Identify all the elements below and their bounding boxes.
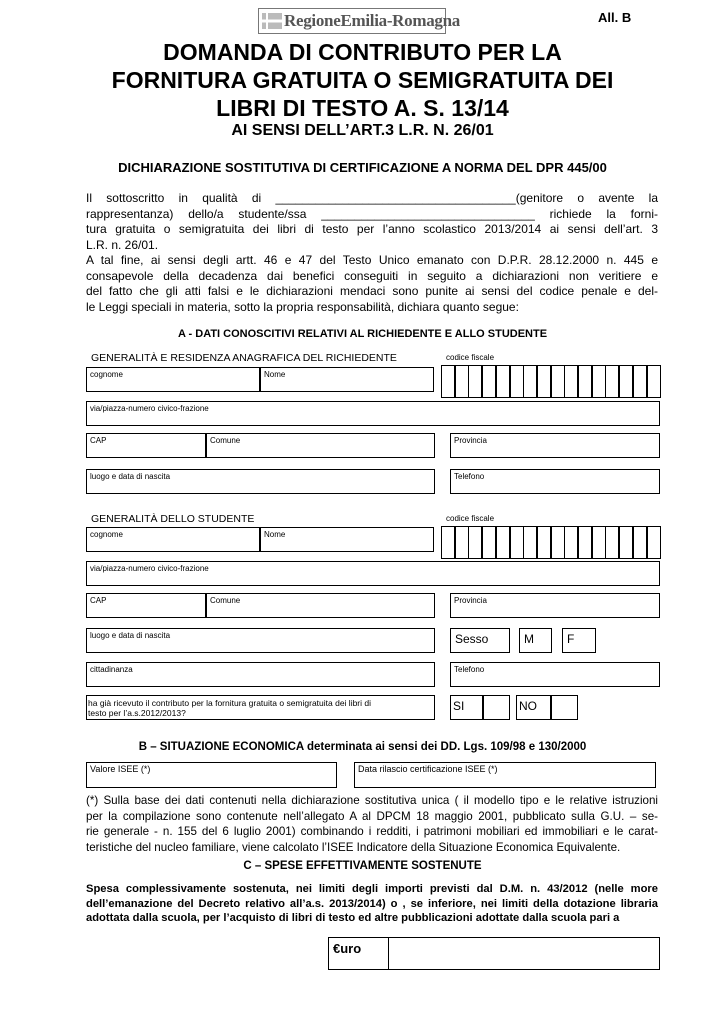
sesso-f-label: F xyxy=(567,632,575,646)
field-label: cittadinanza xyxy=(90,665,133,674)
richiedente-provincia-field[interactable] xyxy=(450,433,660,458)
codice-fiscale-cell[interactable] xyxy=(551,365,565,398)
studente-sesso-box xyxy=(450,628,510,653)
title-line-3: LIBRI DI TESTO A. S. 13/14 xyxy=(216,95,509,121)
intro-line: le Leggi speciali in materia, sotto la propria responsabilità, dichiara quanto segue: xyxy=(86,299,519,314)
declaration-title: DICHIARAZIONE SOSTITUTIVA DI CERTIFICAZIONE A NORMA DEL DPR 445/00 xyxy=(118,160,607,175)
richiedente-codice-fiscale-field[interactable] xyxy=(441,365,661,398)
studente-luogo-nascita-field[interactable] xyxy=(86,628,435,653)
field-label: Telefono xyxy=(454,665,485,674)
codice-fiscale-cell[interactable] xyxy=(633,526,647,559)
codice-fiscale-cell[interactable] xyxy=(537,365,551,398)
field-label: cognome xyxy=(90,370,123,379)
studente-sesso-m-checkbox[interactable] xyxy=(519,628,552,653)
studente-comune-field[interactable] xyxy=(206,593,435,618)
attachment-label: All. B xyxy=(598,10,632,25)
codice-fiscale-cell[interactable] xyxy=(592,526,606,559)
studente-provincia-field[interactable] xyxy=(450,593,660,618)
richiedente-luogo-nascita-field[interactable] xyxy=(86,469,435,494)
codice-fiscale-cell[interactable] xyxy=(455,526,469,559)
codice-fiscale-cell[interactable] xyxy=(496,365,510,398)
codice-fiscale-cell[interactable] xyxy=(564,365,578,398)
codice-fiscale-cell[interactable] xyxy=(510,365,524,398)
intro-line: del fatto che gli atti falsi e le dichiarazioni mendaci sono punite ai sensi del codice penale e del- xyxy=(86,284,658,298)
codice-fiscale-cell[interactable] xyxy=(537,526,551,559)
field-label: luogo e data di nascita xyxy=(90,472,171,481)
isee-note xyxy=(86,793,658,855)
field-label: Provincia xyxy=(454,596,487,605)
codice-fiscale-cell[interactable] xyxy=(455,365,469,398)
codice-fiscale-cell[interactable] xyxy=(496,526,510,559)
intro-line: L.R. n. 26/01. xyxy=(86,237,159,252)
section-b-title: B – SITUAZIONE ECONOMICA determinata ai sensi dei DD. Lgs. 109/98 e 130/2000 xyxy=(138,741,587,753)
studente-telefono-field[interactable] xyxy=(450,662,660,687)
codice-fiscale-cell[interactable] xyxy=(578,526,592,559)
intro-line: consapevole della decadenza dai benefici conseguiti in seguito a dichiarazioni non veritiere e xyxy=(86,268,658,283)
note-line: (*) Sulla base dei dati contenuti nella dichiarazione sostitutiva unica ( il modello tipo e le relative istruzioni xyxy=(86,794,658,807)
no-label: NO xyxy=(519,699,537,713)
codice-fiscale-cell[interactable] xyxy=(605,526,619,559)
codice-fiscale-cell[interactable] xyxy=(592,365,606,398)
si-label: SI xyxy=(453,699,465,713)
sesso-m-label: M xyxy=(524,632,534,646)
field-label: via/piazza-numero civico-frazione xyxy=(90,564,209,573)
note-line: per la compilazione sono contenute nell’allegato A al DPCM 18 maggio 2001, pubblicato sulla G.U. – se- xyxy=(86,809,658,823)
spesa-line: Spesa complessivamente sostenuta, nei limiti degli importi previsti dal D.M. n. 43/2012 (nelle more xyxy=(86,883,658,895)
codice-fiscale-cell[interactable] xyxy=(633,365,647,398)
codice-fiscale-cell[interactable] xyxy=(510,526,524,559)
field-label: Nome xyxy=(264,370,286,379)
richiedente-telefono-field[interactable] xyxy=(450,469,660,494)
intro-line: Il sottoscritto in qualità di ____________________________________(genitore o avente la xyxy=(86,191,658,205)
field-label: via/piazza-numero civico-frazione xyxy=(90,404,209,413)
field-label: Telefono xyxy=(454,472,485,481)
regione-logo xyxy=(258,8,460,34)
codice-fiscale-cell[interactable] xyxy=(647,365,661,398)
richiedente-cf-label: codice fiscale xyxy=(446,353,495,362)
studente-heading: GENERALITÀ DELLO STUDENTE xyxy=(91,513,255,525)
codice-fiscale-cell[interactable] xyxy=(647,526,661,559)
codice-fiscale-cell[interactable] xyxy=(551,526,565,559)
field-label: Nome xyxy=(264,530,286,539)
logo-text: RegioneEmilia-Romagna xyxy=(284,11,460,30)
regione-emblem-icon xyxy=(261,10,283,32)
field-label: CAP xyxy=(90,596,107,605)
field-label: Comune xyxy=(210,596,241,605)
field-label: luogo e data di nascita xyxy=(90,631,171,640)
contributo-no-checkbox[interactable] xyxy=(551,695,578,720)
section-c-title: C – SPESE EFFETTIVAMENTE SOSTENUTE xyxy=(243,860,482,872)
richiedente-heading: GENERALITÀ E RESIDENZA ANAGRAFICA DEL RICHIEDENTE xyxy=(91,352,397,364)
codice-fiscale-cell[interactable] xyxy=(523,526,537,559)
contributo-precedente-question xyxy=(86,695,435,720)
studente-codice-fiscale-field[interactable] xyxy=(441,526,661,559)
valore-isee-field[interactable] xyxy=(86,762,337,788)
field-label: CAP xyxy=(90,436,107,445)
codice-fiscale-cell[interactable] xyxy=(468,365,482,398)
studente-via-field[interactable] xyxy=(86,561,660,586)
codice-fiscale-cell[interactable] xyxy=(441,526,455,559)
codice-fiscale-cell[interactable] xyxy=(468,526,482,559)
studente-cf-label: codice fiscale xyxy=(446,514,495,523)
section-a-title: A - DATI CONOSCITIVI RELATIVI AL RICHIEDENTE E ALLO STUDENTE xyxy=(177,328,548,340)
intro-paragraph-1 xyxy=(86,191,658,253)
euro-label: €uro xyxy=(333,941,362,956)
codice-fiscale-cell[interactable] xyxy=(482,365,496,398)
field-label: Provincia xyxy=(454,436,487,445)
codice-fiscale-cell[interactable] xyxy=(578,365,592,398)
euro-amount-field[interactable] xyxy=(388,937,660,970)
codice-fiscale-cell[interactable] xyxy=(605,365,619,398)
field-label: cognome xyxy=(90,530,123,539)
spesa-line: adottata dalla scuola, per l’acquisto di libri di testo ed altre pubblicazioni adottate dalla scuola pari a xyxy=(86,912,620,924)
field-label: Comune xyxy=(210,436,241,445)
field-label: Data rilascio certificazione ISEE (*) xyxy=(358,764,498,774)
codice-fiscale-cell[interactable] xyxy=(619,526,633,559)
note-line: teristiche del nucleo familiare, viene calcolato l’ISEE Indicatore della Situazione Economica Equivalente. xyxy=(86,840,621,854)
richiedente-comune-field[interactable] xyxy=(206,433,435,458)
studente-cap-field[interactable] xyxy=(86,593,206,618)
contributo-line-2: testo per l’a.s.2012/2013? xyxy=(88,708,186,718)
codice-fiscale-cell[interactable] xyxy=(441,365,455,398)
studente-nome-field[interactable] xyxy=(260,527,434,552)
studente-sesso-f-checkbox[interactable] xyxy=(562,628,596,653)
spesa-line: dell’emanazione del Decreto relativo all’a.s. 2013/2014) o , se inferiore, nei limiti della dotazione libraria xyxy=(86,897,658,910)
field-label: Valore ISEE (*) xyxy=(90,764,151,774)
studente-cittadinanza-field[interactable] xyxy=(86,662,435,687)
section-c-text xyxy=(86,882,658,926)
title-line-1: DOMANDA DI CONTRIBUTO PER LA xyxy=(163,39,562,65)
contributo-si-checkbox[interactable] xyxy=(483,695,510,720)
data-rilascio-isee-field[interactable] xyxy=(354,762,656,788)
richiedente-via-field[interactable] xyxy=(86,401,660,426)
sesso-label: Sesso xyxy=(455,632,489,646)
intro-line: rappresentanza) dello/a studente/ssa ________________________________ richiede la forni- xyxy=(86,206,658,221)
contributo-line-1: ha già ricevuto il contributo per la fornitura gratuita o semigratuita dei libri di xyxy=(88,698,372,708)
contributo-no-label-box xyxy=(516,695,551,720)
contributo-si-label-box xyxy=(450,695,483,720)
intro-line: A tal fine, ai sensi degli artt. 46 e 47 del Testo Unico emanato con D.P.R. 28.12.2000 n. 445 e xyxy=(86,253,658,267)
studente-cognome-field[interactable] xyxy=(86,527,260,552)
intro-line: tura gratuita o semigratuita dei libri di testo per l’anno scolastico 2013/2014 ai sensi dell’art. 3 xyxy=(86,222,658,236)
euro-label-box xyxy=(328,937,389,970)
title-subtitle: AI SENSI DELL’ART.3 L.R. N. 26/01 xyxy=(231,122,494,139)
richiedente-cognome-field[interactable] xyxy=(86,367,260,392)
richiedente-nome-field[interactable] xyxy=(260,367,434,392)
codice-fiscale-cell[interactable] xyxy=(482,526,496,559)
intro-paragraph-2 xyxy=(86,253,658,315)
richiedente-cap-field[interactable] xyxy=(86,433,206,458)
title-line-2: FORNITURA GRATUITA O SEMIGRATUITA DEI xyxy=(111,67,614,93)
note-line: rie generale - n. 155 del 6 luglio 2001) combinando i redditi, i patrimoni mobiliari ed immobiliari e le carat- xyxy=(86,825,658,838)
codice-fiscale-cell[interactable] xyxy=(619,365,633,398)
codice-fiscale-cell[interactable] xyxy=(523,365,537,398)
codice-fiscale-cell[interactable] xyxy=(564,526,578,559)
